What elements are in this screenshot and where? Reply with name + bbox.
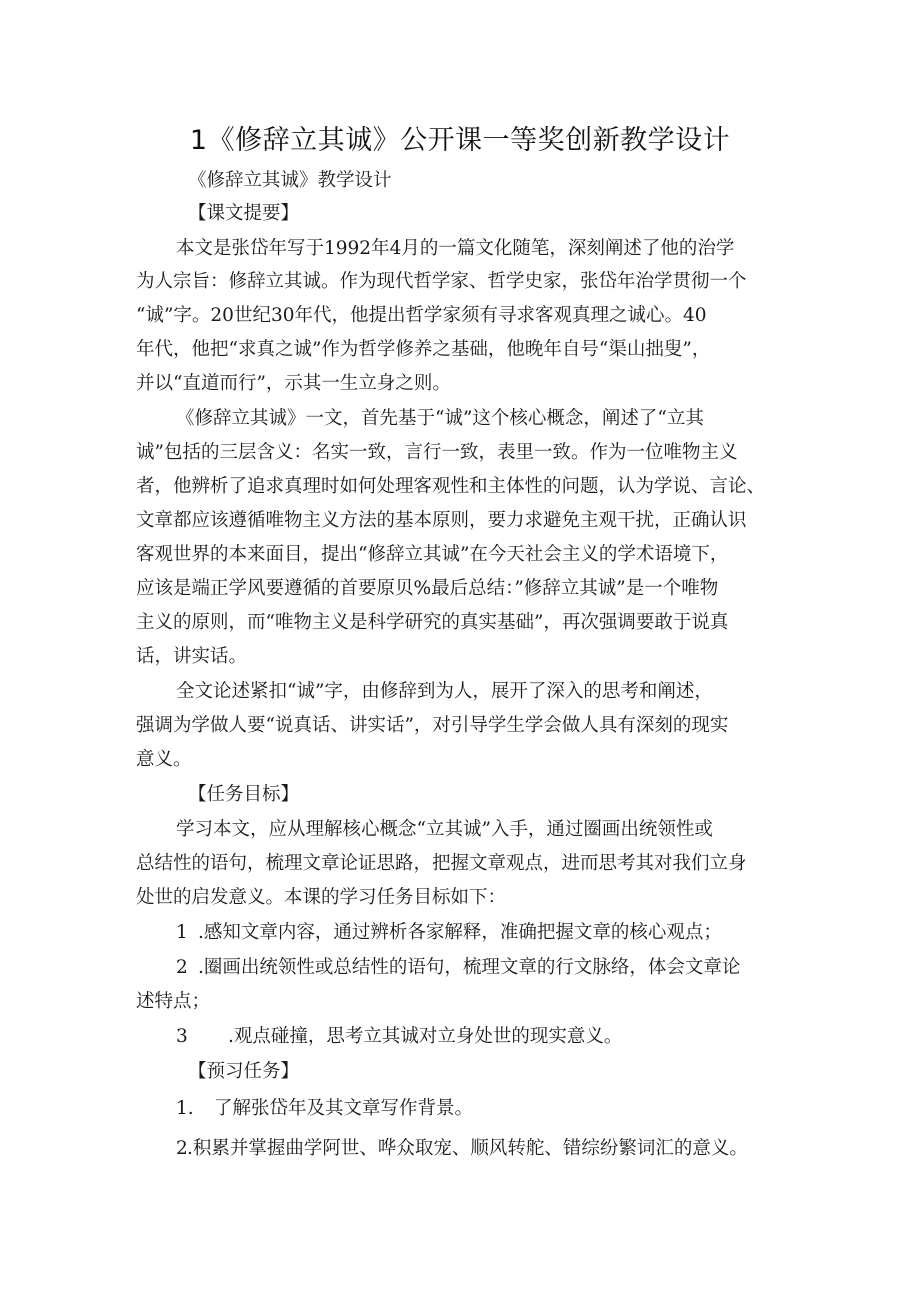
paragraph-line: 全文论述紧扣“诚”字，由修辞到为人，展开了深入的思考和阐述， [176,681,713,702]
goal-item-number: 3 [176,1026,188,1047]
preview-item-text: 了解张岱年及其文章写作背景。 [214,1098,474,1119]
goal-item-text: .观点碰撞，思考立其诚对立身处世的现实意义。 [228,1026,623,1047]
goal-item-text: .感知文章内容，通过辨析各家解释，准确把握文章的核心观点； [198,922,722,943]
paragraph-line: 本文是张岱年写于1992年4月的一篇文化随笔，深刻阐述了他的治学 [176,238,735,259]
preview-item-number: 1. [176,1098,194,1119]
paragraph-line: 主义的原则，而“唯物主义是科学研究的真实基础”，再次强调要敢于说真 [136,612,729,633]
paragraph-line: 诚”包括的三层含义：名实一致，言行一致，表里一致。作为一位唯物主义 [136,442,738,463]
subtitle: 《修辞立其诚》教学设计 [188,170,392,191]
section-heading-preview: 【预习任务】 [188,1061,300,1082]
paragraph-line: 处世的启发意义。本课的学习任务目标如下： [136,887,507,908]
paragraph-line: 《修辞立其诚》一文，首先基于“诚”这个核心概念，阐述了“立其 [176,408,704,429]
section-heading-summary: 【课文提要】 [188,203,300,224]
preview-item-text: .积累并掌握曲学阿世、哗众取宠、顺风转舵、错综纷繁词汇的意义。 [187,1138,748,1159]
goal-item-continuation: 述特点； [136,991,211,1012]
paragraph-line: 应该是端正学风要遵循的首要原贝%最后总结：”修辞立其诚”是一个唯物 [136,578,719,599]
paragraph-line: 客观世界的本来面目，提出“修辞立其诚”在今天社会主义的学术语境下， [136,544,729,565]
paragraph-line: 学习本文，应从理解核心概念“立其诚”入手，通过圈画出统领性或 [176,819,713,840]
goal-item-number: 2 [176,957,188,978]
paragraph-line: 者，他辨析了追求真理时如何处理客观性和主体性的问题，认为学说、言论、 [136,476,766,497]
section-heading-goals: 【任务目标】 [188,784,300,805]
paragraph-line: 并以“直道而行”，示其一生立身之则。 [136,373,451,394]
paragraph-line: 话，讲实话。 [136,646,248,667]
preview-item-number: 2 [176,1138,188,1159]
goal-item-text: .圈画出统领性或总结性的语句，梳理文章的行文脉络，体会文章论 [198,957,741,978]
paragraph-line: 总结性的语句，梳理文章论证思路，把握文章观点，进而思考其对我们立身 [136,853,747,874]
goal-item-number: 1 [176,922,188,943]
paragraph-line: 强调为学做人要“说真话、讲实话”，对引导学生学会做人具有深刻的现实 [136,715,729,736]
paragraph-line: 年代，他把“求真之诚”作为哲学修养之基础，他晚年自号“渠山拙叟”， [136,339,711,360]
paragraph-line: 文章都应该遵循唯物主义方法的基本原则，要力求避免主观干扰，正确认识 [136,510,747,531]
document-title: 1《修辞立其诚》公开课一等奖创新教学设计 [189,125,731,156]
paragraph-line: 为人宗旨：修辞立其诚。作为现代哲学家、哲学史家，张岱年治学贯彻一个 [136,271,747,292]
paragraph-line: 意义。 [136,749,192,770]
paragraph-line: “诚”字。20世纪30年代，他提出哲学家须有寻求客观真理之诚心。40 [136,305,707,326]
